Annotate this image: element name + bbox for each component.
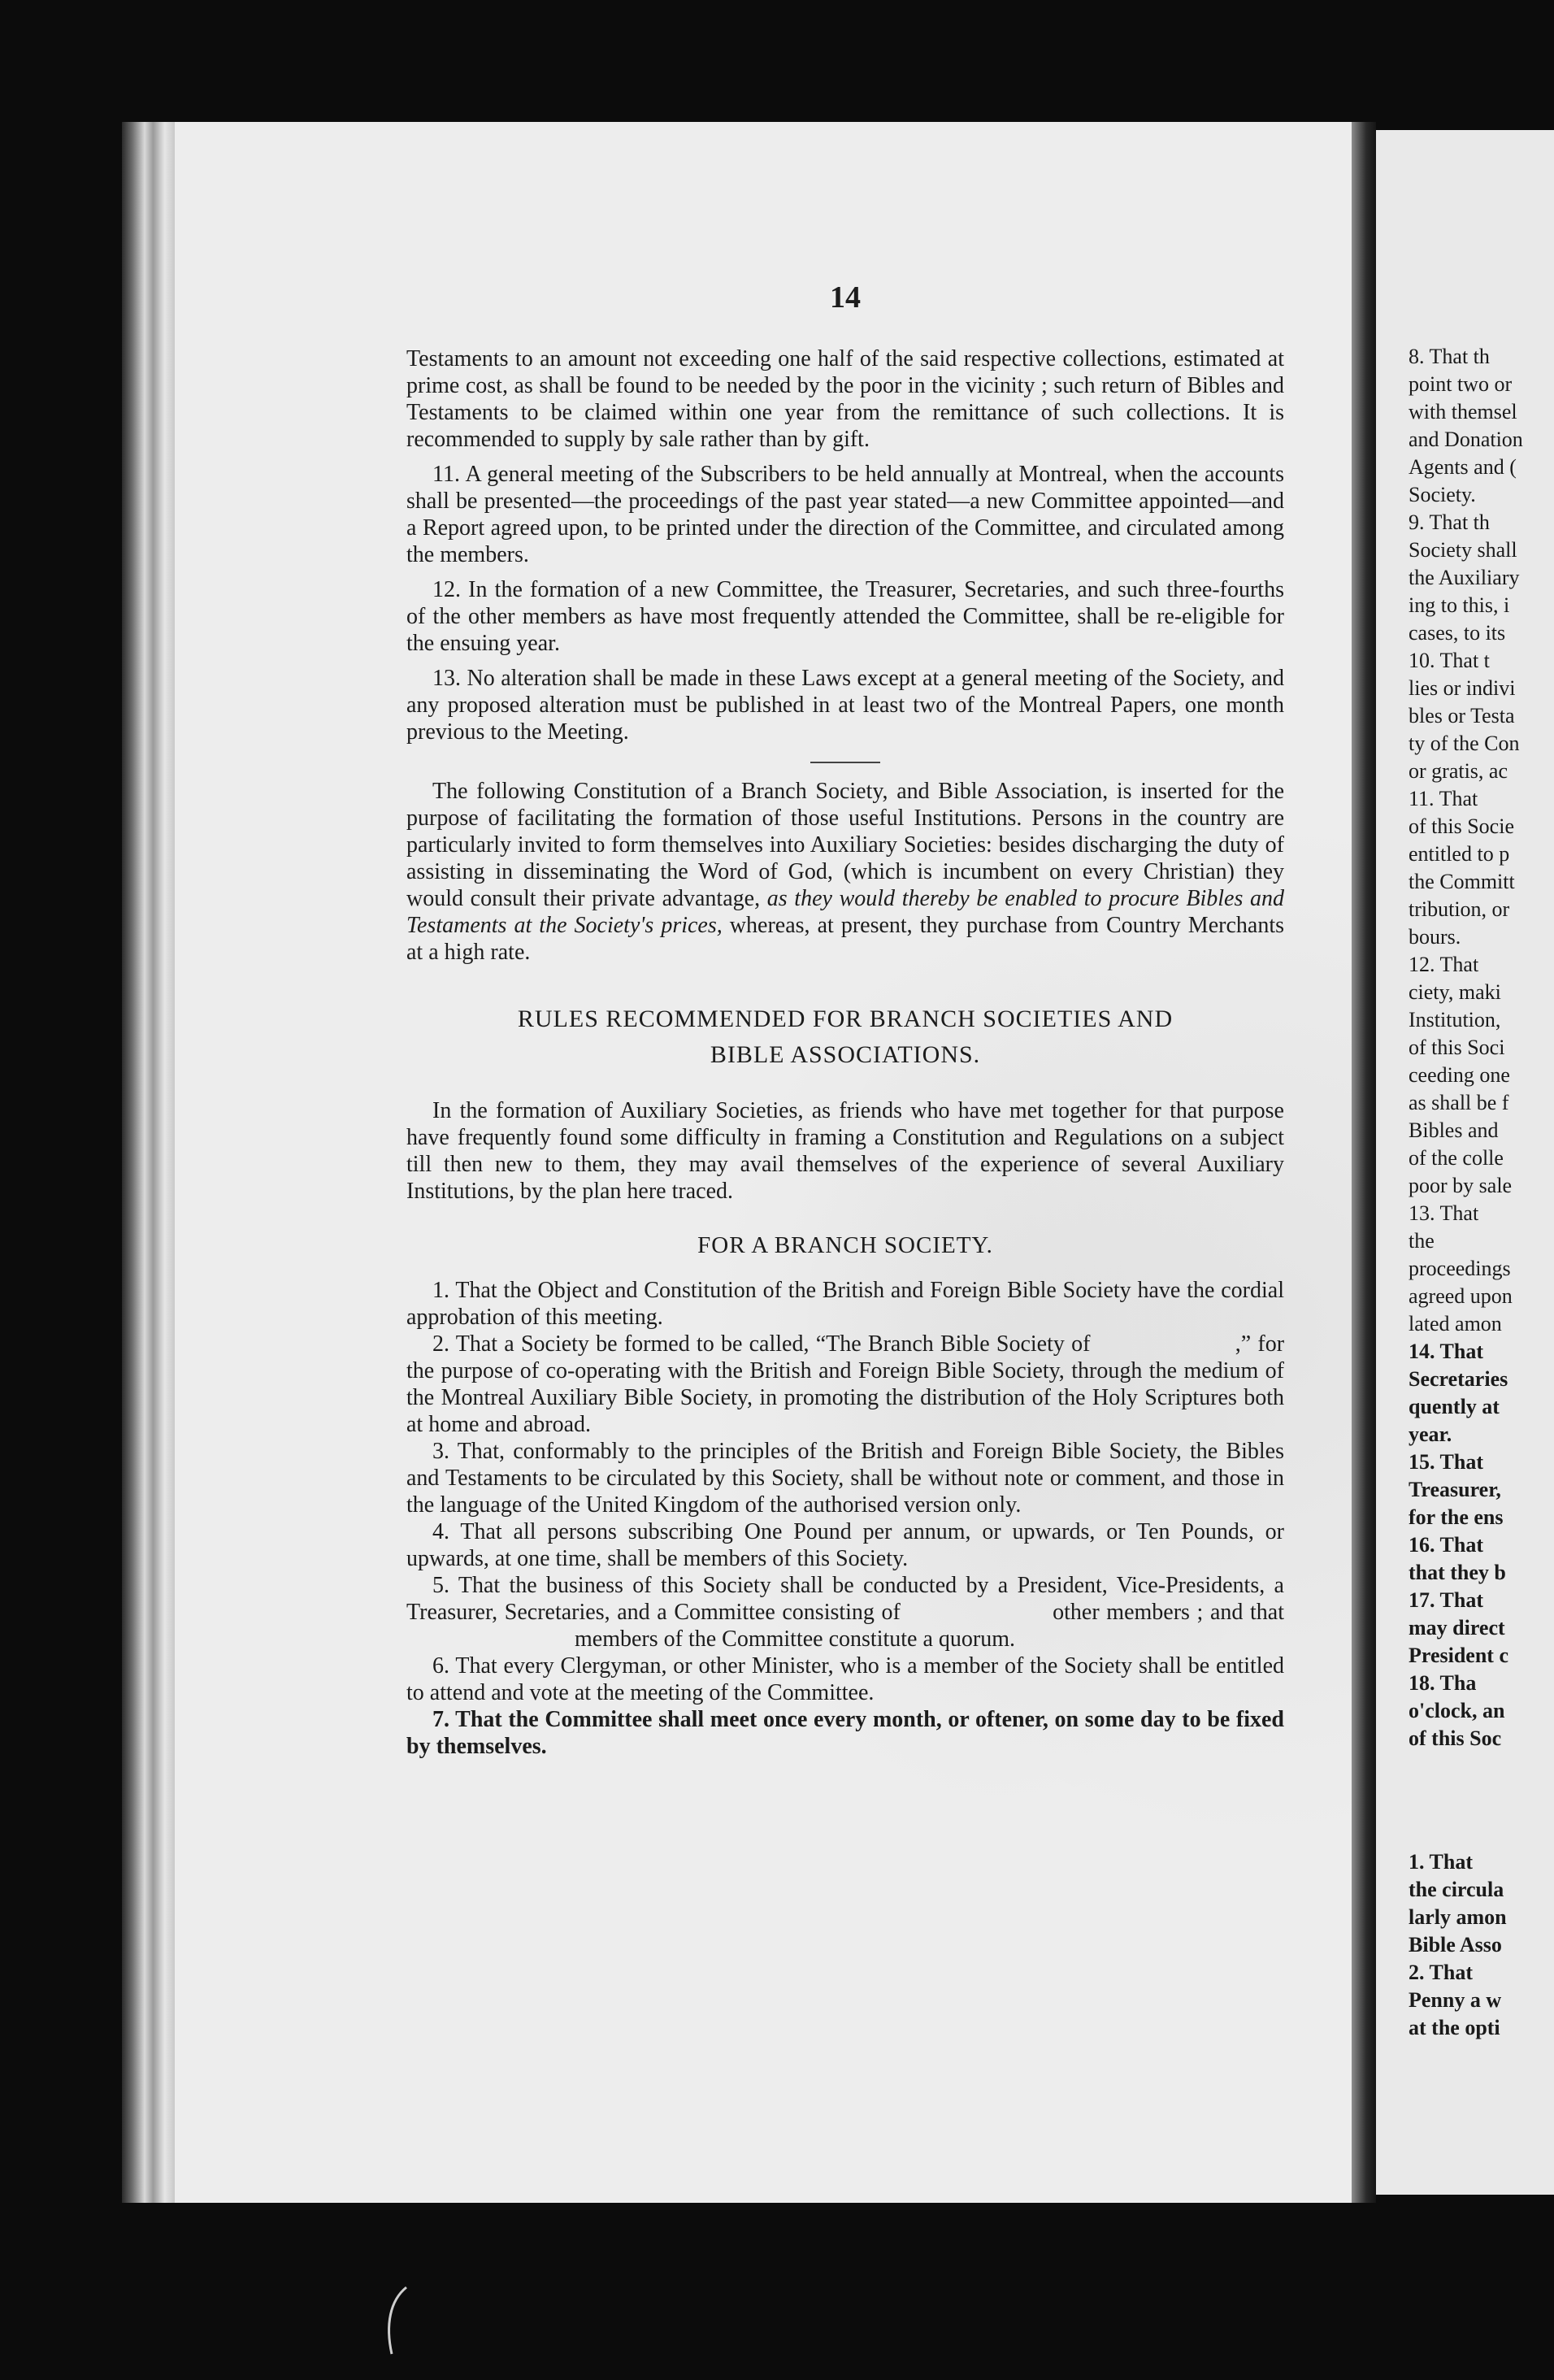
rule-5-text-a: 5. That the business of this Society shall be conducted by a President, Vice-Presidents, a Treasurer, Secretaries, and a Committee consisting of: [406, 1573, 1284, 1625]
facing-page-line: Secretaries: [1409, 1367, 1508, 1391]
facing-page-line: and Donation: [1409, 428, 1523, 451]
facing-page-line: as shall be f: [1409, 1091, 1509, 1114]
section-heading: [406, 1001, 1284, 1073]
book-spine-edge: [122, 122, 179, 2203]
facing-page-line: 17. That: [1409, 1588, 1483, 1612]
facing-page-line: the Auxiliary: [1409, 566, 1520, 589]
intro-italic-text: as they would thereby be enabled to procure Bibles and Testaments at the Society's prices,: [406, 886, 1285, 938]
facing-page-line: Society.: [1409, 483, 1476, 506]
facing-page-line: 16. That: [1409, 1533, 1483, 1557]
facing-page-line: o'clock, an: [1409, 1699, 1505, 1722]
rule-5: [406, 1572, 1284, 1653]
facing-page-line: Society shall: [1409, 538, 1517, 562]
facing-page-line: point two or: [1409, 372, 1513, 396]
rule-5-text-c: members of the Committee constitute a quorum.: [575, 1626, 1015, 1652]
intro-paragraph: [406, 778, 1284, 966]
heading-line-1: RULES RECOMMENDED FOR BRANCH SOCIETIES AND: [517, 1005, 1174, 1032]
facing-page-line: President c: [1409, 1644, 1508, 1667]
facing-page-spacer: [1409, 1752, 1554, 1848]
facing-page-line: of this Soc: [1409, 1726, 1502, 1750]
rule-4: 4. That all persons subscribing One Pound per annum, or upwards, or Ten Pounds, or upwards, at one time, shall be members of this Society.: [406, 1519, 1284, 1571]
facing-page-line: ciety, maki: [1409, 980, 1501, 1004]
rule-1: 1. That the Object and Constitution of the British and Foreign Bible Society have the cordial approbation of this meeting.: [406, 1278, 1284, 1330]
facing-page-line: may direct: [1409, 1616, 1505, 1640]
facing-page-line: Treasurer,: [1409, 1478, 1501, 1501]
law-11: 11. A general meeting of the Subscribers to be held annually at Montreal, when the accounts shall be presented—the proceedings of the past year stated—a new Committee appointed—and a Report agreed upon, to be printed under the direction of the Committee, and circulated among the members.: [406, 462, 1284, 567]
facing-page-line: 11. That: [1409, 787, 1478, 810]
facing-page-text: [1409, 343, 1554, 2042]
facing-page-line: 9. That th: [1409, 510, 1490, 534]
facing-page-line: Agents and (: [1409, 455, 1517, 479]
facing-page-line: Bibles and: [1409, 1118, 1499, 1142]
facing-page-line: 10. That t: [1409, 649, 1490, 672]
rule-7: [406, 1706, 1284, 1760]
intro-text-1: The following Constitution of a Branch Society, and Bible Association, is inserted for the purpose of facilitating the formation of those useful Institutions. Persons in the country are particularly invited to form themselves into Auxiliary Societies: besides discharging the duty of assisting in disseminating the Word of God, (which is incumbent on every Christian) they would consult their private advantage,: [406, 779, 1284, 911]
facing-page-line: 18. Tha: [1409, 1671, 1477, 1695]
facing-page-line: 1. That: [1409, 1850, 1473, 1874]
rule-5-text-b: other members ; and that: [1053, 1600, 1284, 1625]
facing-page-line: entitled to p: [1409, 842, 1510, 866]
rule-2-text-a: 2. That a Society be formed to be called, “The Branch Bible Society of: [432, 1331, 1091, 1357]
book-gutter: [1352, 122, 1376, 2203]
facing-page-line: Bible Asso: [1409, 1933, 1502, 1957]
facing-page-line: Penny a w: [1409, 1988, 1502, 2012]
facing-page-line: cases, to its: [1409, 621, 1506, 645]
facing-page-line: agreed upon: [1409, 1284, 1513, 1308]
facing-page-line: 14. That: [1409, 1340, 1483, 1363]
facing-page-line: of the colle: [1409, 1146, 1504, 1170]
heading-line-2: BIBLE ASSOCIATIONS.: [710, 1041, 981, 1068]
rule-6: 6. That every Clergyman, or other Minister, who is a member of the Society shall be entitled to attend and vote at the meeting of the Committee.: [406, 1653, 1284, 1705]
subheading: FOR A BRANCH SOCIETY.: [697, 1232, 993, 1258]
law-13: 13. No alteration shall be made in these Laws except at a general meeting of the Society, and any proposed alteration must be published in at least two of the Montreal Papers, one month previous to the Meeting.: [406, 666, 1284, 745]
facing-page-line: for the ens: [1409, 1505, 1504, 1529]
facing-page-line: bles or Testa: [1409, 704, 1515, 727]
facing-page: [1376, 130, 1554, 2195]
facing-page-line: or gratis, ac: [1409, 759, 1508, 783]
facing-page-line: proceedings: [1409, 1257, 1511, 1280]
facing-page-line: ing to this, i: [1409, 593, 1510, 617]
facing-page-line: ty of the Con: [1409, 732, 1520, 755]
facing-page-line: Institution,: [1409, 1008, 1501, 1031]
facing-page-line: of this Soci: [1409, 1036, 1505, 1059]
facing-page-line: 2. That: [1409, 1961, 1473, 1984]
rule-2: [406, 1331, 1284, 1438]
facing-page-line: 13. That: [1409, 1201, 1479, 1225]
facing-page-line: with themsel: [1409, 400, 1517, 423]
facing-page-line: of this Socie: [1409, 814, 1514, 838]
facing-page-line: the: [1409, 1229, 1435, 1253]
facing-page-line: 15. That: [1409, 1450, 1483, 1474]
facing-page-line: at the opti: [1409, 2016, 1500, 2039]
pencil-mark: [382, 2284, 411, 2357]
facing-page-line: poor by sale: [1409, 1174, 1513, 1197]
facing-page-line: 12. That: [1409, 953, 1479, 976]
rule-7-text: 7. That the Committee shall meet once every month, or oftener, on some day to be fixed by themselves.: [406, 1707, 1284, 1759]
facing-page-line: the Committ: [1409, 870, 1515, 893]
rule-2-text-b: ,” for the purpose of co-operating with the British and Foreign Bible Society, through the medium of the Montreal Auxiliary Bible Society, in promoting the distribution of the Holy Scriptures both at home and abroad.: [406, 1331, 1285, 1437]
facing-page-line: 8. That th: [1409, 345, 1490, 368]
facing-page-line: year.: [1409, 1422, 1452, 1446]
rule-3: 3. That, conformably to the principles of the British and Foreign Bible Society, the Bibles and Testaments to be circulated by this Society, shall be without note or comment, and those in the language of the United Kingdom of the authorised version only.: [406, 1439, 1284, 1518]
page-number: 14: [830, 280, 861, 315]
facing-page-line: lies or indivi: [1409, 676, 1516, 700]
facing-page-line: quently at: [1409, 1395, 1500, 1418]
preface-paragraph: In the formation of Auxiliary Societies, as friends who have met together for that purpose have frequently found some difficulty in framing a Constitution and Regulations on a subject till then new to them, they may avail themselves of the experience of several Auxiliary Institutions, by the plan here traced.: [406, 1098, 1284, 1204]
facing-page-line: larly amon: [1409, 1905, 1507, 1929]
intro-text-2: whereas, at present, they purchase from Country Merchants at a high rate.: [406, 913, 1284, 965]
law-12: 12. In the formation of a new Committee, the Treasurer, Secretaries, and such three-fourths of the other members as have most frequently attended the Committee, shall be re-eligible for the ensuing year.: [406, 577, 1284, 656]
facing-page-line: lated amon: [1409, 1312, 1502, 1335]
section-divider: [810, 762, 880, 763]
continuation-paragraph: Testaments to an amount not exceeding one half of the said respective collections, estimated at prime cost, as shall be found to be needed by the poor in the vicinity ; such return of Bibles and Testaments to be claimed within one year from the remittance of such collections. It is recommended to supply by sale rather than by gift.: [406, 346, 1284, 452]
page-content: [406, 280, 1285, 1760]
facing-page-line: that they b: [1409, 1561, 1506, 1584]
facing-page-line: bours.: [1409, 925, 1461, 949]
facing-page-line: tribution, or: [1409, 897, 1510, 921]
facing-page-line: ceeding one: [1409, 1063, 1510, 1087]
facing-page-line: the circula: [1409, 1878, 1504, 1901]
